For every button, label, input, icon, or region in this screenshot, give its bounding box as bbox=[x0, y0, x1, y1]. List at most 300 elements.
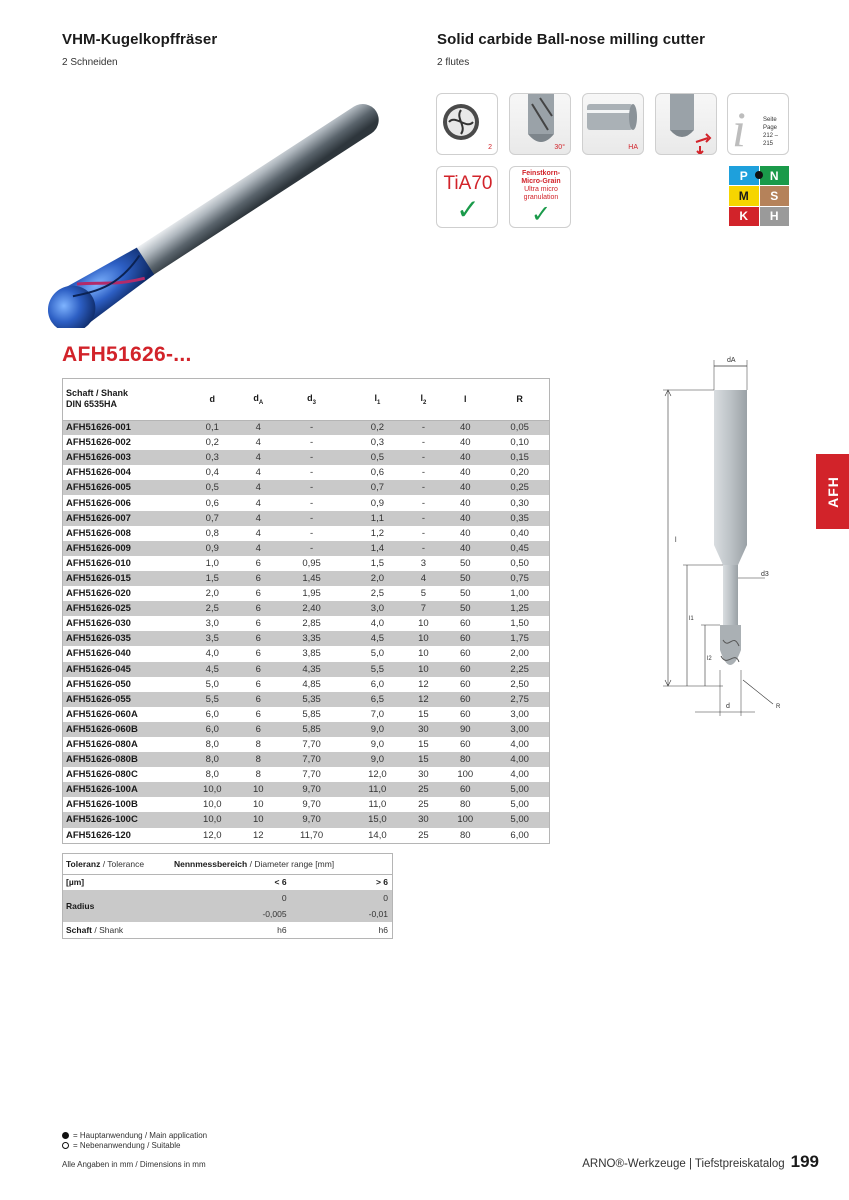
table-row bbox=[63, 737, 549, 752]
table-cell: 15,0 bbox=[348, 812, 407, 827]
table-cell: 6 bbox=[255, 678, 261, 690]
table-cell: 7,0 bbox=[370, 708, 384, 720]
table-cell: 40 bbox=[440, 541, 490, 556]
table-cell: 3 bbox=[420, 557, 427, 569]
article-number: AFH51626-006 bbox=[66, 497, 131, 509]
article-number: AFH51626-060B bbox=[63, 722, 183, 737]
table-cell: 0,75 bbox=[490, 571, 549, 586]
table-cell: 3,00 bbox=[490, 722, 549, 737]
shank-label: HA bbox=[628, 144, 638, 151]
article-number: AFH51626-060A bbox=[66, 708, 138, 720]
col-r-header: R bbox=[490, 379, 549, 420]
table-cell: 0,20 bbox=[510, 467, 529, 479]
dim-r-label: R bbox=[776, 704, 781, 710]
table-cell: 12,0 bbox=[203, 829, 222, 841]
info-label-2: 212 – 215 bbox=[763, 133, 779, 147]
table-row bbox=[63, 631, 549, 646]
table-cell: 4 bbox=[242, 511, 275, 526]
radius-lower-lt6: -0,005 bbox=[171, 906, 291, 922]
table-cell: 100 bbox=[457, 769, 474, 781]
table-cell: - bbox=[275, 541, 348, 556]
table-cell: 8 bbox=[255, 739, 261, 751]
helix-angle-label: 30° bbox=[554, 144, 565, 151]
table-cell: 2,0 bbox=[205, 588, 219, 600]
table-cell: 50 bbox=[440, 601, 490, 616]
table-cell: 4 bbox=[255, 437, 261, 449]
table-cell: 5,00 bbox=[510, 799, 529, 811]
table-row bbox=[63, 541, 549, 556]
table-cell: 4,0 bbox=[370, 618, 384, 630]
technical-drawing bbox=[655, 350, 805, 720]
range-lt6: < 6 bbox=[274, 877, 287, 888]
table-cell: 0,15 bbox=[490, 450, 549, 465]
shank-icon-tile bbox=[582, 93, 644, 155]
article-number: AFH51626-025 bbox=[63, 601, 183, 616]
table-cell: 40 bbox=[459, 467, 471, 479]
table-cell: 4,00 bbox=[490, 752, 549, 767]
table-cell: 30 bbox=[407, 812, 440, 827]
table-cell: 80 bbox=[459, 829, 471, 841]
table-cell: 10,0 bbox=[183, 782, 242, 797]
shank-h6-gt6: h6 bbox=[378, 925, 388, 935]
table-cell: 10 bbox=[418, 618, 429, 630]
svg-text:i: i bbox=[732, 101, 746, 155]
table-cell: 4,0 bbox=[205, 648, 219, 660]
table-cell: 15 bbox=[407, 752, 440, 767]
dim-d3-label: d3 bbox=[761, 571, 769, 578]
table-cell: 4 bbox=[242, 420, 275, 435]
info-icon-tile[interactable] bbox=[727, 93, 789, 155]
material-s: S bbox=[760, 186, 790, 205]
legend-main: = Hauptanwendung / Main application bbox=[62, 1131, 207, 1140]
table-cell: 9,70 bbox=[275, 782, 348, 797]
table-cell: 3,0 bbox=[348, 601, 407, 616]
table-cell: 0,45 bbox=[490, 541, 549, 556]
material-n: N bbox=[760, 166, 790, 185]
info-label-1: Seite Page bbox=[763, 117, 778, 131]
col-l1-header: $l_1$ bbox=[348, 379, 407, 420]
table-cell: 50 bbox=[459, 557, 471, 569]
table-row bbox=[63, 450, 549, 465]
table-row bbox=[63, 556, 549, 571]
table-cell: 0,30 bbox=[510, 497, 529, 509]
table-cell: 0,95 bbox=[302, 557, 321, 569]
table-cell: 9,0 bbox=[370, 739, 384, 751]
table-cell: 10 bbox=[253, 799, 264, 811]
table-cell: 9,70 bbox=[275, 812, 348, 827]
article-number: AFH51626-030 bbox=[66, 618, 131, 630]
table-cell: 6 bbox=[255, 708, 261, 720]
article-number: AFH51626-001 bbox=[63, 420, 183, 435]
grain-check-icon: ✓ bbox=[530, 201, 552, 228]
col-l-header: l bbox=[440, 379, 490, 420]
table-cell: 5,0 bbox=[370, 648, 384, 660]
table-cell: 15 bbox=[418, 739, 429, 751]
table-cell: 40 bbox=[440, 480, 490, 495]
table-cell: 50 bbox=[459, 588, 471, 600]
title-german: VHM-Kugelkopffräser bbox=[62, 31, 218, 48]
table-cell: 80 bbox=[440, 752, 490, 767]
table-cell: 5,85 bbox=[302, 708, 321, 720]
table-cell: 6 bbox=[242, 722, 275, 737]
table-cell: 7,70 bbox=[275, 752, 348, 767]
table-cell: 6 bbox=[242, 692, 275, 707]
table-cell: 0,7 bbox=[348, 480, 407, 495]
table-cell: 0,1 bbox=[183, 420, 242, 435]
table-cell: 1,5 bbox=[183, 571, 242, 586]
col-da-header: $d_A$ bbox=[242, 379, 275, 420]
table-cell: 4 bbox=[242, 480, 275, 495]
table-cell: 60 bbox=[459, 648, 471, 660]
table-cell: 2,75 bbox=[490, 692, 549, 707]
table-cell: 6 bbox=[255, 588, 261, 600]
table-cell: 2,50 bbox=[510, 678, 529, 690]
table-cell: 5,85 bbox=[275, 722, 348, 737]
table-cell: 2,5 bbox=[370, 588, 384, 600]
col-d-header: d bbox=[183, 379, 242, 420]
table-cell: 8,0 bbox=[183, 752, 242, 767]
table-cell: 30 bbox=[418, 769, 429, 781]
table-cell: 1,25 bbox=[490, 601, 549, 616]
article-number: AFH51626-100C bbox=[63, 812, 183, 827]
table-cell: 5,35 bbox=[275, 692, 348, 707]
radius-upper-lt6: 0 bbox=[171, 890, 291, 906]
table-cell: 4 bbox=[407, 571, 440, 586]
col-d3-header: $d_3$ bbox=[275, 379, 348, 420]
table-cell: 0,9 bbox=[183, 541, 242, 556]
table-cell: 5,5 bbox=[348, 662, 407, 677]
article-number: AFH51626-002 bbox=[66, 437, 131, 449]
table-cell: 2,40 bbox=[275, 601, 348, 616]
table-cell: 1,95 bbox=[302, 588, 321, 600]
table-cell: 7,70 bbox=[302, 769, 321, 781]
article-number: AFH51626-007 bbox=[63, 511, 183, 526]
table-cell: 2,0 bbox=[348, 571, 407, 586]
table-cell: 7,70 bbox=[302, 739, 321, 751]
article-number: AFH51626-100B bbox=[66, 799, 138, 811]
shank-h6-lt6: h6 bbox=[277, 925, 287, 935]
product-photo bbox=[48, 78, 418, 328]
table-cell: 4 bbox=[255, 467, 261, 479]
table-cell: 2,00 bbox=[510, 648, 529, 660]
table-cell: 60 bbox=[459, 708, 471, 720]
subtitle-german: 2 Schneiden bbox=[62, 57, 118, 68]
table-cell: 4,35 bbox=[275, 662, 348, 677]
table-cell: 14,0 bbox=[368, 829, 387, 841]
article-number: AFH51626-080B bbox=[63, 752, 183, 767]
table-cell: 0,6 bbox=[370, 467, 384, 479]
table-cell: 4,5 bbox=[183, 662, 242, 677]
article-number: AFH51626-005 bbox=[63, 480, 183, 495]
article-number: AFH51626-040 bbox=[66, 648, 131, 660]
table-row bbox=[63, 646, 549, 661]
article-number: AFH51626-015 bbox=[63, 571, 183, 586]
table-cell: 2,25 bbox=[490, 662, 549, 677]
table-row bbox=[63, 571, 549, 586]
article-number: AFH51626-045 bbox=[63, 662, 183, 677]
table-cell: 10 bbox=[242, 812, 275, 827]
table-cell: 12 bbox=[253, 829, 264, 841]
table-cell: 6 bbox=[242, 631, 275, 646]
unit-label: [µm] bbox=[66, 877, 85, 888]
table-cell: 11,0 bbox=[368, 799, 387, 811]
table-cell: 40 bbox=[440, 511, 490, 526]
dim-l2-label: l2 bbox=[707, 656, 712, 662]
table-cell: 5 bbox=[420, 588, 427, 600]
table-cell: - bbox=[275, 450, 348, 465]
tolerance-table bbox=[62, 853, 393, 939]
table-cell: 0,5 bbox=[348, 450, 407, 465]
table-cell: - bbox=[309, 527, 314, 539]
tolerance-header: Toleranz / Tolerance bbox=[66, 858, 145, 869]
table-cell: 0,8 bbox=[205, 527, 219, 539]
table-cell: - bbox=[421, 497, 425, 509]
grain-label-en-2: granulation bbox=[523, 194, 559, 201]
table-cell: 60 bbox=[459, 739, 471, 751]
table-header-row bbox=[63, 379, 549, 420]
table-cell: - bbox=[407, 511, 440, 526]
radius-lower-gt6: -0,01 bbox=[291, 906, 392, 922]
table-cell: 30 bbox=[407, 722, 440, 737]
legend-suitable: = Nebenanwendung / Suitable bbox=[62, 1141, 180, 1150]
table-cell: 5,0 bbox=[205, 678, 219, 690]
table-cell: 90 bbox=[440, 722, 490, 737]
dim-d-label: d bbox=[726, 703, 730, 710]
table-row bbox=[63, 707, 549, 722]
table-cell: - bbox=[407, 450, 440, 465]
table-cell: 4 bbox=[242, 450, 275, 465]
table-cell: - bbox=[407, 420, 440, 435]
table-cell: 0,3 bbox=[183, 450, 242, 465]
main-application-dot-icon bbox=[755, 171, 763, 179]
table-cell: 6 bbox=[242, 571, 275, 586]
table-cell: 10,0 bbox=[203, 799, 222, 811]
grain-label-de-2: Micro-Grain bbox=[521, 178, 561, 185]
table-cell: 15 bbox=[418, 708, 429, 720]
table-cell: 8,0 bbox=[205, 769, 219, 781]
table-cell: 25 bbox=[418, 799, 429, 811]
coating-check-icon: ✓ bbox=[456, 194, 480, 225]
table-cell: 0,7 bbox=[183, 511, 242, 526]
grain-icon-tile bbox=[509, 166, 571, 228]
article-number: AFH51626-003 bbox=[63, 450, 183, 465]
table-cell: 3,5 bbox=[183, 631, 242, 646]
article-number: AFH51626-080A bbox=[66, 739, 138, 751]
diameter-range-header: Nennmessbereich / Diameter range [mm] bbox=[174, 858, 335, 869]
section-tab-afh[interactable]: AFH bbox=[816, 454, 849, 529]
table-cell: 0,25 bbox=[490, 480, 549, 495]
table-cell: 40 bbox=[440, 450, 490, 465]
table-cell: 6 bbox=[255, 557, 261, 569]
table-cell: 0,5 bbox=[183, 480, 242, 495]
table-cell: 2,5 bbox=[183, 601, 242, 616]
table-cell: 4,00 bbox=[510, 739, 529, 751]
title-english: Solid carbide Ball-nose milling cutter bbox=[437, 31, 706, 48]
dimensions-table bbox=[62, 378, 550, 844]
table-cell: - bbox=[421, 467, 425, 479]
shank-label: Schaft / Shank bbox=[66, 925, 124, 935]
table-row bbox=[63, 722, 549, 737]
footer bbox=[582, 1152, 819, 1172]
tolerance-header-row bbox=[63, 854, 392, 874]
col-l2-header: $l_2$ bbox=[407, 379, 440, 420]
flutes-icon-tile bbox=[436, 93, 498, 155]
table-cell: - bbox=[407, 541, 440, 556]
table-cell: 6 bbox=[242, 601, 275, 616]
table-row bbox=[63, 616, 549, 631]
table-cell: 6 bbox=[255, 648, 261, 660]
article-number: AFH51626-008 bbox=[66, 527, 131, 539]
table-cell: 6 bbox=[242, 662, 275, 677]
table-cell: 60 bbox=[440, 692, 490, 707]
table-row bbox=[63, 601, 549, 616]
table-row bbox=[63, 586, 549, 601]
table-cell: 10 bbox=[407, 631, 440, 646]
table-cell: 5,00 bbox=[490, 812, 549, 827]
col-shank-header: Schaft / Shank DIN 6535HA bbox=[63, 379, 183, 420]
table-cell: 3,35 bbox=[275, 631, 348, 646]
table-cell: 4 bbox=[242, 541, 275, 556]
subtitle-english: 2 flutes bbox=[437, 57, 470, 68]
part-series-title: AFH51626-... bbox=[62, 343, 192, 366]
table-cell: 10 bbox=[242, 782, 275, 797]
shank-tolerance-row bbox=[63, 922, 392, 938]
table-cell: 8 bbox=[255, 769, 261, 781]
table-cell: - bbox=[275, 420, 348, 435]
dim-l-label: l bbox=[675, 537, 677, 544]
table-cell: 10 bbox=[407, 662, 440, 677]
table-cell: 40 bbox=[459, 497, 471, 509]
table-cell: 25 bbox=[407, 782, 440, 797]
article-number: AFH51626-120 bbox=[66, 829, 131, 841]
article-number: AFH51626-009 bbox=[63, 541, 183, 556]
article-number: AFH51626-004 bbox=[66, 467, 131, 479]
table-cell: 60 bbox=[459, 678, 471, 690]
material-m: M bbox=[729, 186, 759, 205]
table-cell: 0,2 bbox=[348, 420, 407, 435]
table-cell: - bbox=[421, 527, 425, 539]
flutes-label: 2 bbox=[488, 144, 492, 151]
table-cell: 9,0 bbox=[348, 722, 407, 737]
grain-label-de-1: Feinstkorn- bbox=[521, 170, 561, 177]
table-cell: 7 bbox=[407, 601, 440, 616]
material-k: K bbox=[729, 207, 759, 226]
article-number: AFH51626-050 bbox=[66, 678, 131, 690]
table-cell: 60 bbox=[440, 782, 490, 797]
table-cell: 10 bbox=[418, 648, 429, 660]
grain-label-en-1: Ultra micro bbox=[524, 186, 558, 193]
table-cell: 6,0 bbox=[205, 708, 219, 720]
table-cell: 0,2 bbox=[205, 437, 219, 449]
table-cell: 0,35 bbox=[490, 511, 549, 526]
table-cell: 0,10 bbox=[510, 437, 529, 449]
table-cell: 40 bbox=[459, 437, 471, 449]
table-cell: 0,9 bbox=[370, 497, 384, 509]
table-cell: 1,75 bbox=[490, 631, 549, 646]
filled-dot-icon bbox=[62, 1132, 69, 1139]
table-cell: 0,50 bbox=[510, 557, 529, 569]
table-row bbox=[63, 797, 549, 812]
article-number: AFH51626-055 bbox=[63, 692, 183, 707]
table-row bbox=[63, 435, 549, 450]
table-cell: - bbox=[275, 480, 348, 495]
table-cell: 9,0 bbox=[348, 752, 407, 767]
table-row bbox=[63, 511, 549, 526]
table-cell: 11,0 bbox=[348, 782, 407, 797]
article-number: AFH51626-080C bbox=[66, 769, 138, 781]
dim-da-label: dA bbox=[727, 357, 736, 364]
table-row bbox=[63, 828, 549, 843]
table-row bbox=[63, 677, 549, 692]
table-cell: 1,50 bbox=[510, 618, 529, 630]
table-cell: 6,00 bbox=[510, 829, 529, 841]
table-cell: 12 bbox=[407, 692, 440, 707]
table-cell: 10,0 bbox=[183, 812, 242, 827]
table-cell: 40 bbox=[440, 420, 490, 435]
article-number: AFH51626-100A bbox=[63, 782, 183, 797]
table-cell: - bbox=[275, 511, 348, 526]
table-cell: 6 bbox=[255, 618, 261, 630]
table-cell: 1,45 bbox=[275, 571, 348, 586]
tolerance-unit-row bbox=[63, 874, 392, 890]
table-cell: 4 bbox=[255, 497, 261, 509]
radius-upper-gt6: 0 bbox=[291, 890, 392, 906]
table-cell: 12,0 bbox=[368, 769, 387, 781]
table-cell: 50 bbox=[440, 571, 490, 586]
radius-row-upper bbox=[63, 890, 392, 906]
table-row bbox=[63, 480, 549, 495]
table-cell: 5,00 bbox=[490, 782, 549, 797]
article-number: AFH51626-020 bbox=[66, 588, 131, 600]
table-cell: 0,05 bbox=[490, 420, 549, 435]
table-cell: 8 bbox=[242, 752, 275, 767]
table-cell: - bbox=[421, 437, 425, 449]
dim-l1-label: l1 bbox=[689, 616, 694, 622]
page-number: 199 bbox=[790, 1152, 819, 1171]
table-cell: 0,40 bbox=[510, 527, 529, 539]
table-cell: - bbox=[309, 437, 314, 449]
table-cell: 6,0 bbox=[370, 678, 384, 690]
table-cell: 9,70 bbox=[302, 799, 321, 811]
table-cell: 4,85 bbox=[302, 678, 321, 690]
table-row bbox=[63, 526, 549, 541]
helix-angle-icon-tile bbox=[509, 93, 571, 155]
table-cell: 1,5 bbox=[370, 557, 384, 569]
table-cell: 1,1 bbox=[348, 511, 407, 526]
coating-icon-tile bbox=[436, 166, 498, 228]
table-cell: 4 bbox=[255, 527, 261, 539]
radius-label: Radius bbox=[63, 890, 171, 922]
table-cell: 5,5 bbox=[183, 692, 242, 707]
table-cell: - bbox=[309, 467, 314, 479]
table-row bbox=[63, 767, 549, 782]
table-row bbox=[63, 782, 549, 797]
table-cell: - bbox=[407, 480, 440, 495]
table-cell: 60 bbox=[440, 631, 490, 646]
table-cell: 12 bbox=[418, 678, 429, 690]
table-cell: 6,5 bbox=[348, 692, 407, 707]
table-cell: 1,2 bbox=[370, 527, 384, 539]
table-cell: 1,00 bbox=[510, 588, 529, 600]
table-row bbox=[63, 752, 549, 767]
table-cell: 4,5 bbox=[348, 631, 407, 646]
table-cell: 0,4 bbox=[205, 467, 219, 479]
range-gt6: > 6 bbox=[375, 877, 388, 888]
table-row bbox=[63, 420, 549, 435]
material-p: P bbox=[729, 166, 759, 185]
table-cell: 11,70 bbox=[300, 829, 324, 841]
table-row bbox=[63, 692, 549, 707]
